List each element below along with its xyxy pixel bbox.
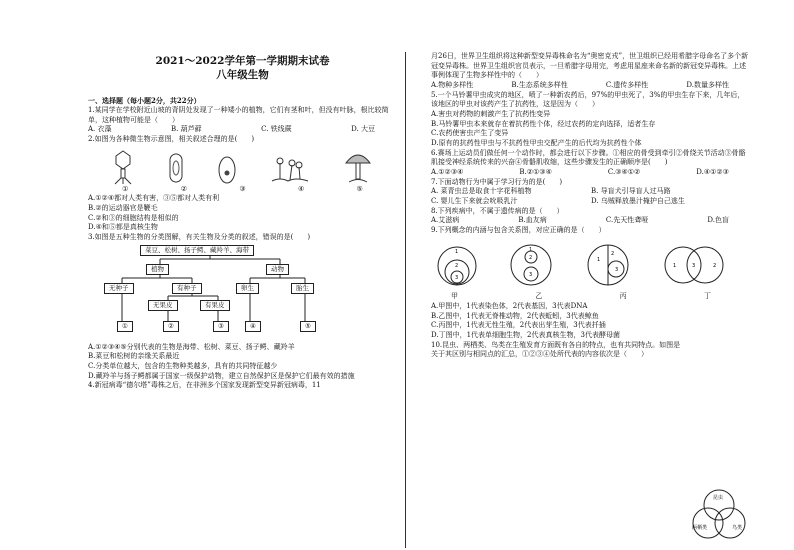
question-5: 5.一个马铃薯甲虫成灾的地区，喷了一种新农药后，97%的甲虫死了，3%的甲虫生存下来，几年后，该地区的甲虫对该药产生了抗药性，这是因为（ ） — [431, 90, 745, 109]
exam-title: 2021～2022学年第一学期期末试卷 — [155, 55, 330, 67]
diagram-ding — [663, 243, 725, 287]
tree-peel: 有果皮 — [200, 300, 230, 311]
tree-oviparous: 卵生 — [236, 283, 259, 294]
tree-node: ④ — [245, 321, 261, 332]
question-10: 10.昆虫、两栖类、鸟类在生殖发育方面既有各自的特点，也有共同特点。如图是关于其区别与相同点的汇总，①②③④处所代表的内容依次是（ ） — [431, 340, 681, 359]
option: C.先天性聋哑 — [605, 216, 649, 225]
question-1-options — [88, 125, 397, 135]
option: D. 大豆 — [351, 125, 375, 134]
option: C.②和③的细胞结构是相似的 — [88, 213, 179, 222]
option: C. 婴儿生下来就会吮吸乳汁 — [431, 196, 518, 205]
venn-label: 两栖类 — [692, 525, 708, 531]
question-8-options — [431, 216, 751, 226]
diagram-label: 乙 — [535, 292, 543, 301]
figure-label: ① — [122, 184, 129, 193]
question-7: 7.下面动物行为中属于学习行为的是( ) — [431, 177, 563, 186]
section-heading: 一、选择题（每小题2分，共22分） — [88, 96, 201, 106]
option: D.④①②③ — [696, 167, 729, 176]
virus-icon — [112, 149, 134, 185]
question-6: 6.赛场上运动员们做任何一个动作时，都会进行以下步骤。①相应的骨受到牵引②骨绕关节活动③骨骼肌接受神经系统传来的兴奋④骨骼肌收缩，这些步骤发生的正确顺序是( ) — [431, 148, 746, 167]
q10-venn-diagram — [686, 487, 752, 543]
figure-label: ② — [180, 184, 188, 193]
svg-text:1: 1 — [673, 263, 677, 270]
option: C. 铁线蕨 — [261, 125, 292, 134]
tree-node: ⑤ — [300, 321, 316, 332]
diagram-bing — [585, 241, 631, 289]
option: B. 葫芦藓 — [171, 125, 202, 134]
column-divider — [405, 52, 406, 548]
right-column — [431, 52, 751, 360]
question-1: 1.某同学在学校附近山坡的背阴处发现了一种矮小的植物，它们有茎和叶，但没有叶脉，根比较简单，这种植物可能是（ ） — [88, 106, 389, 124]
yeast-icon — [217, 155, 237, 185]
option: C.③④①② — [607, 167, 641, 176]
tree-node: ① — [117, 321, 133, 332]
svg-text:2: 2 — [529, 255, 533, 262]
classification-diagram — [100, 245, 360, 341]
venn-label: 鸟类 — [732, 525, 743, 531]
option: D.数量多样性 — [686, 80, 729, 89]
bacterium-icon — [167, 151, 185, 185]
question-9: 9.下列概念的内涵与包含关系图，对应正确的是（ ） — [431, 225, 606, 234]
option: D.藏羚羊与扬子鳄都属于国家一级保护动物，建立自然保护区是保护它们最有效的措施 — [88, 371, 355, 380]
option: D. 乌贼释放墨汁掩护自己逃生 — [591, 196, 685, 205]
option: B.乙图中，1代表无脊椎动物，2代表蚯蚓，3代表鲸鱼 — [431, 311, 599, 320]
diagram-jia — [437, 239, 477, 291]
tree-root: 菜豆、松树、扬子鳄、藏羚羊、海带 — [140, 245, 254, 256]
svg-text:2: 2 — [455, 263, 459, 270]
left-column — [88, 52, 397, 391]
option: D.原有的抗药性甲虫与不抗药性甲虫交配产生的后代均为抗药性个体 — [431, 138, 642, 147]
option: D.丁图中，1代表单细胞生物，2代表真核生物，3代表酵母菌 — [431, 331, 620, 340]
option: B.马铃薯甲虫本来就存在着抗药性个体，经过农药的定向选择，适者生存 — [431, 119, 656, 128]
option: C.分类单位越大，包含的生物种类越多，具有的共同特征越少 — [88, 361, 278, 370]
option: D.④和⑤都是真核生物 — [88, 223, 158, 232]
option: A.艾滋病 — [431, 216, 460, 225]
figure-label: ③ — [239, 184, 246, 193]
option: A.物种多样性 — [431, 80, 474, 89]
tree-seed: 有种子 — [172, 283, 202, 294]
tree-nopeel: 无果皮 — [148, 300, 178, 311]
option: A.害虫对药物的刺激产生了抗药性变异 — [431, 109, 551, 118]
svg-text:3: 3 — [455, 275, 459, 282]
question-3: 3.如图是五种生物的分类图解，有关生物及分类的叙述，错误的是( ) — [88, 232, 311, 241]
svg-text:1: 1 — [529, 247, 533, 254]
option: D.色盲 — [707, 216, 729, 225]
svg-text:3: 3 — [615, 267, 619, 274]
tree-node: ② — [163, 321, 179, 332]
tree-noseed: 无种子 — [104, 283, 134, 294]
option: C.农药使害虫产生了变异 — [431, 129, 509, 138]
svg-text:1: 1 — [455, 249, 459, 256]
option: C.遗传多样性 — [605, 80, 649, 89]
question-8: 8.下列疾病中，不属于遗传病的是（ ） — [431, 206, 564, 215]
figure-label: ⑤ — [356, 184, 363, 193]
mushroom-icon — [343, 149, 373, 185]
diagram-label: 丁 — [703, 292, 711, 301]
option: A.①②④都对人类有害，③⑤都对人类有利 — [88, 194, 220, 203]
question-6-options — [431, 168, 751, 178]
tree-plant: 植物 — [146, 264, 169, 275]
option: C.丙图中，1代表无性生殖，2代表出芽生殖，3代表扦插 — [431, 321, 606, 330]
diagram-yi — [509, 241, 553, 289]
option: B.②①③④ — [519, 167, 552, 176]
question-2: 2.如图为各种微生物示意图，相关叙述合理的是( ) — [88, 134, 255, 143]
question-4-options — [431, 81, 751, 91]
option: B. 导盲犬引导盲人过马路 — [591, 187, 671, 196]
option: A.①②③④ — [431, 167, 464, 176]
microbe-figure — [88, 147, 397, 185]
figure-label: ④ — [297, 184, 305, 193]
svg-text:2: 2 — [611, 251, 615, 258]
question-4-continued: 月26日，世界卫生组织将这种新型变异毒株命名为“奥密克戎”，世卫组织已经用希腊字母命名了多个新冠变异毒株。世界卫生组织官员表示，一旦希腊字母用完，考虑用星座来命名新的新冠变异毒株。上述事例体现了生物多样性中的（ ） — [431, 52, 749, 80]
question-4: 4.新冠病毒“德尔塔”毒株之后，在非洲多个国家发现新型变异新冠病毒，11 — [88, 381, 321, 390]
option: B.血友病 — [518, 216, 547, 225]
question-7-options-row1 — [431, 187, 751, 197]
option: A. 菜青虫总是取食十字花科植物 — [431, 187, 532, 196]
tree-node: ③ — [213, 321, 229, 332]
tree-lines — [100, 245, 360, 341]
mold-icon — [270, 153, 310, 185]
option: B.②的运动器官是鞭毛 — [88, 203, 158, 212]
option: A. 衣藻 — [88, 125, 112, 134]
svg-text:3: 3 — [529, 272, 533, 279]
concept-diagrams — [437, 238, 725, 292]
diagram-label: 甲 — [451, 292, 458, 301]
tree-animal: 动物 — [266, 264, 289, 275]
svg-text:2: 2 — [713, 263, 717, 270]
svg-text:1: 1 — [597, 257, 601, 264]
exam-subtitle: 八年级生物 — [216, 69, 269, 82]
concept-diagram-labels — [451, 292, 711, 302]
diagram-label: 丙 — [619, 292, 627, 301]
option: A.①②③④⑤分别代表的生物是海带、松树、菜豆、扬子鳄、藏羚羊 — [88, 342, 295, 351]
option: A.甲图中，1代表染色体，2代表基因，3代表DNA — [431, 302, 588, 311]
microbe-labels — [88, 185, 397, 195]
question-7-options-row2 — [431, 197, 751, 207]
option: B.生态系统多样性 — [511, 80, 568, 89]
option: B.菜豆和松树的亲缘关系最近 — [88, 352, 180, 361]
tree-viviparous: 胎生 — [291, 283, 314, 294]
svg-text:3: 3 — [692, 263, 696, 270]
venn-label: 昆虫 — [713, 495, 724, 501]
